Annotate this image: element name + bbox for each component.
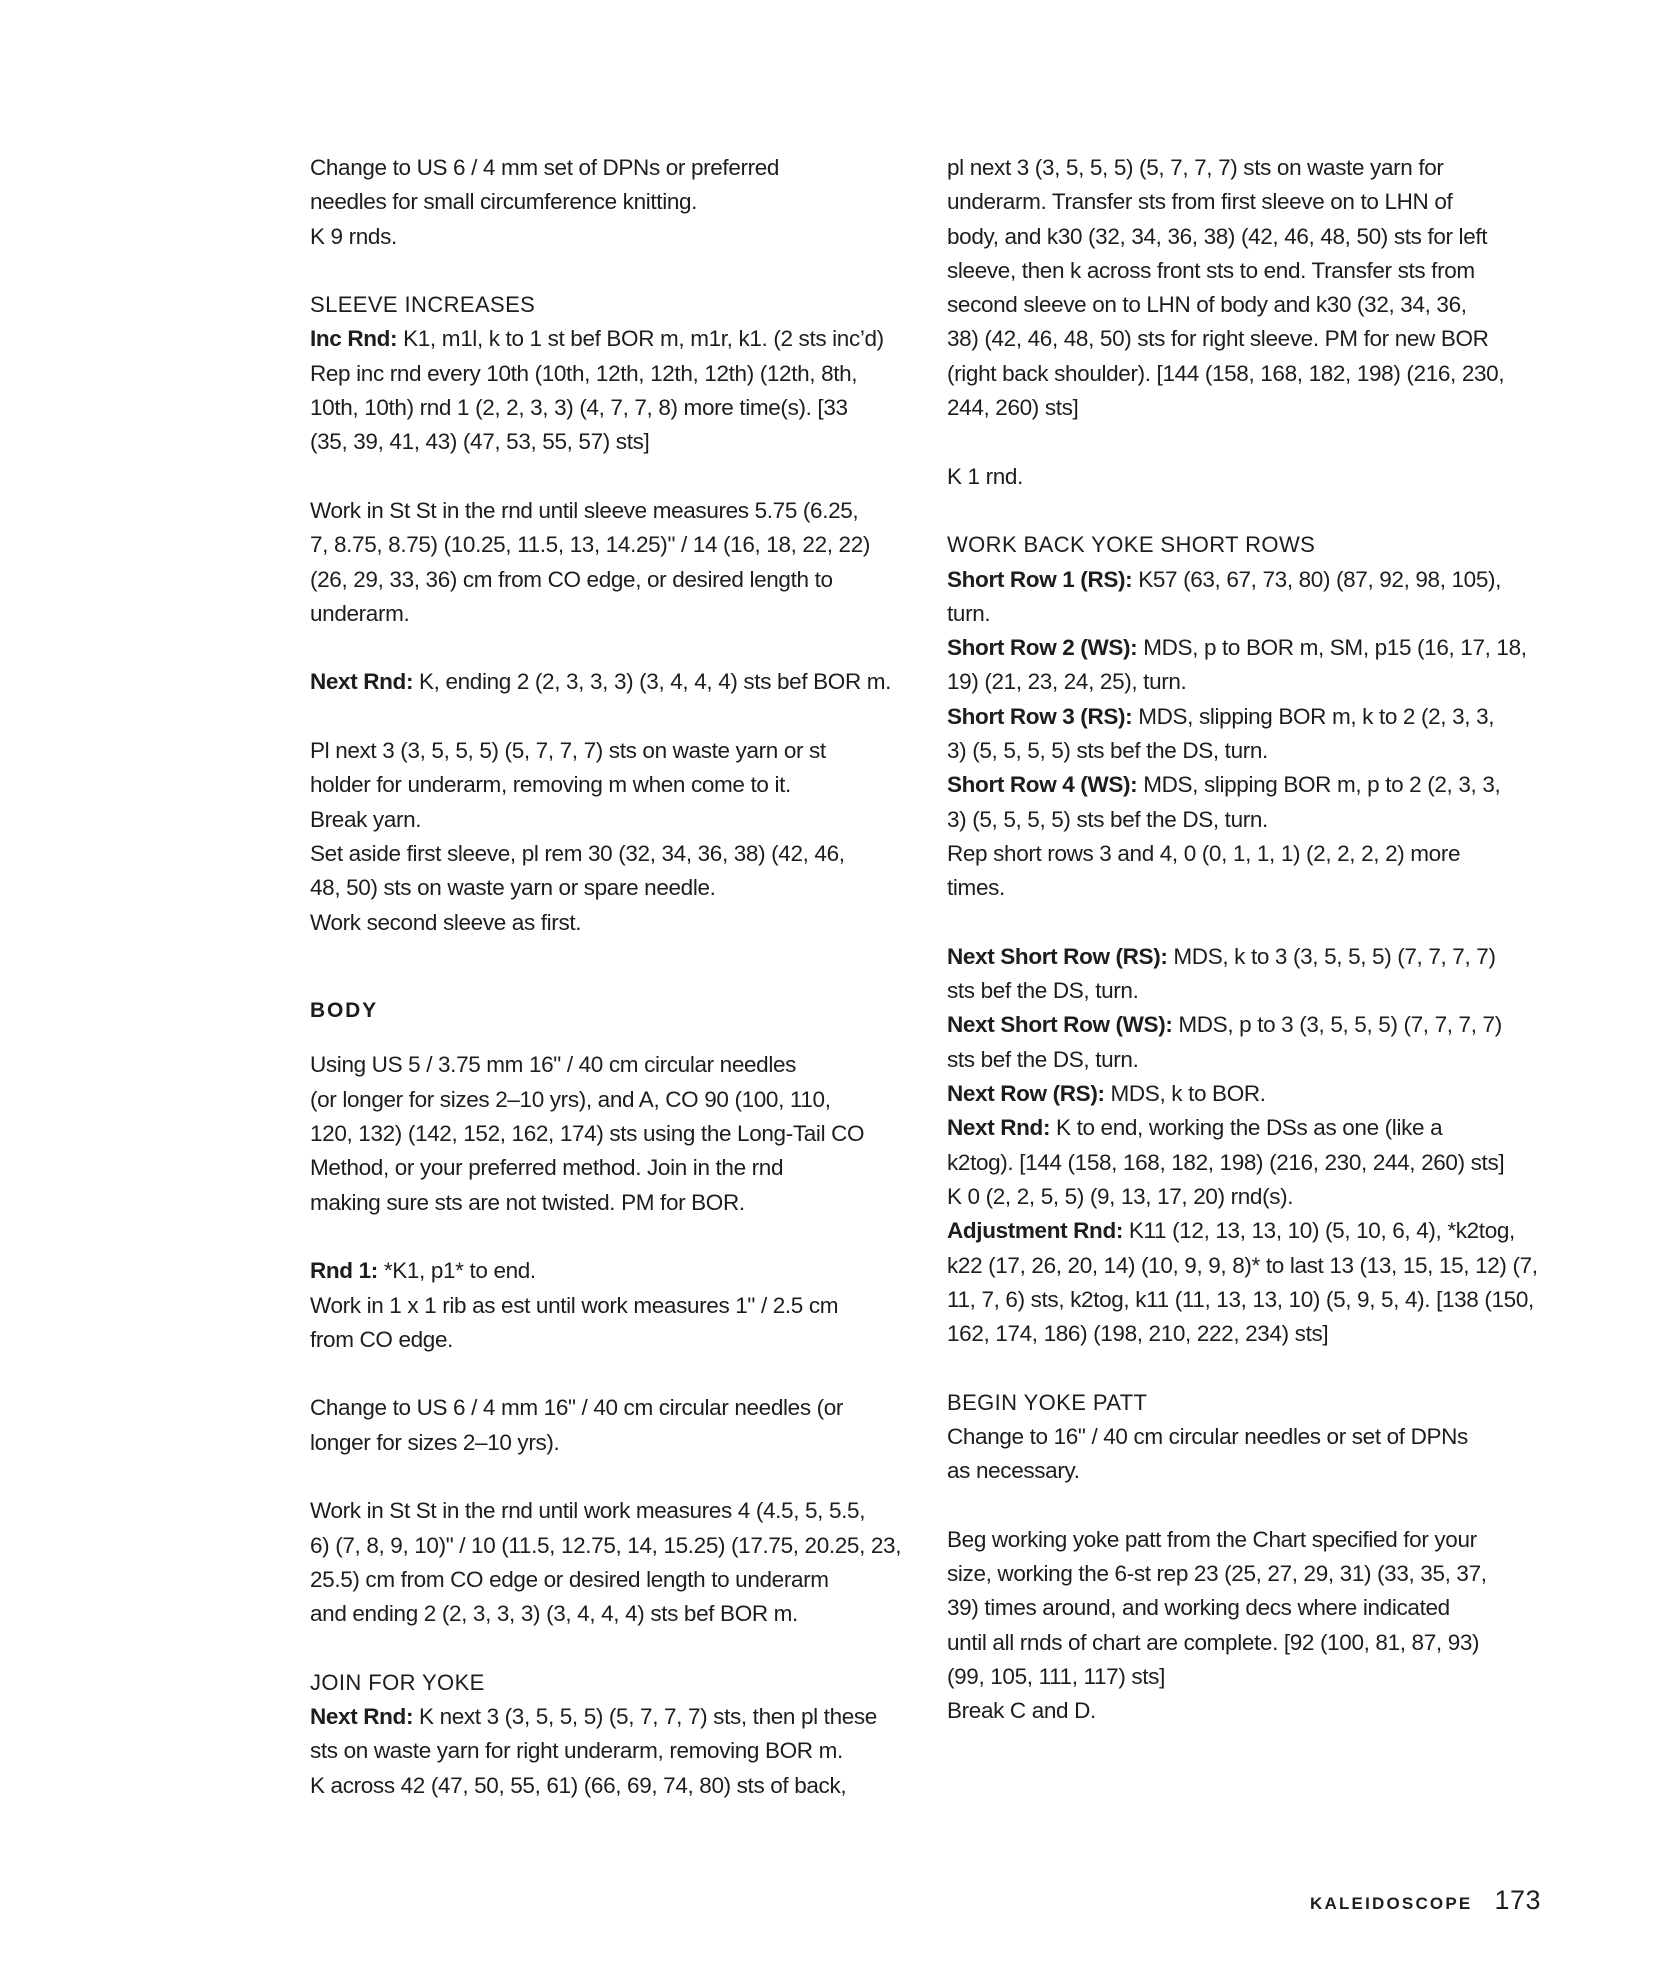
text-line: Rep short rows 3 and 4, 0 (0, 1, 1, 1) (2, 2, 2, 2) more	[947, 840, 1461, 866]
text-line: Method, or your preferred method. Join in the rnd	[310, 1155, 784, 1181]
text-line: Using US 5 / 3.75 mm 16" / 40 cm circular needles	[310, 1052, 797, 1078]
k1-rnd-text: K 1 rnd.	[947, 463, 1023, 489]
text-line: sts on waste yarn for right underarm, removing BOR m.	[310, 1738, 843, 1764]
begin-yoke-patt-heading: BEGIN YOKE PATT	[947, 1389, 1148, 1415]
next-rnd-text: K, ending 2 (2, 3, 3, 3) (3, 4, 4, 4) sts bef BOR m.	[419, 669, 892, 695]
change-needles-paragraph	[310, 1391, 920, 1460]
body-length-paragraph	[310, 1494, 920, 1631]
text-line: (right back shoulder). [144 (158, 168, 182, 198) (216, 230,	[947, 360, 1505, 386]
text-line: 162, 174, 186) (198, 210, 222, 234) sts]	[947, 1321, 1329, 1347]
short-row-4-text: MDS, slipping BOR m, p to 2 (2, 3, 3,	[1143, 772, 1501, 798]
text-line: sts bef the DS, turn.	[947, 1046, 1139, 1072]
next-short-row-rs-text: MDS, k to 3 (3, 5, 5, 5) (7, 7, 7, 7)	[1173, 943, 1496, 969]
text-line: second sleeve on to LHN of body and k30 (32, 34, 36,	[947, 292, 1467, 318]
text-line	[947, 1008, 1547, 1042]
short-row-1-text: K57 (63, 67, 73, 80) (87, 92, 98, 105),	[1138, 566, 1502, 592]
text-line: 120, 132) (142, 152, 162, 174) sts using the Long-Tail CO	[310, 1121, 865, 1147]
text-line: K across 42 (47, 50, 55, 61) (66, 69, 74, 80) sts of back,	[310, 1772, 847, 1798]
text-line: pl next 3 (3, 5, 5, 5) (5, 7, 7, 7) sts on waste yarn for	[947, 155, 1444, 180]
text-line: Break C and D.	[947, 1698, 1096, 1724]
page-footer	[1310, 1885, 1541, 1916]
text-line: 19) (21, 23, 24, 25), turn.	[947, 669, 1187, 695]
short-row-3-text: MDS, slipping BOR m, k to 2 (2, 3, 3,	[1138, 703, 1495, 729]
text-line: K 0 (2, 2, 5, 5) (9, 13, 17, 20) rnd(s).	[947, 1183, 1294, 1209]
text-line: Work in St St in the rnd until work measures 4 (4.5, 5, 5.5,	[310, 1498, 866, 1524]
text-line: needles for small circumference knitting.	[310, 189, 698, 215]
text-line: sts bef the DS, turn.	[947, 978, 1139, 1004]
text-line	[947, 700, 1547, 734]
inc-rnd-paragraph	[310, 322, 920, 459]
next-short-row-ws-text: MDS, p to 3 (3, 5, 5, 5) (7, 7, 7, 7)	[1178, 1012, 1502, 1038]
text-line: Work in 1 x 1 rib as est until work measures 1" / 2.5 cm	[310, 1292, 839, 1318]
adjustment-rnd-label: Adjustment Rnd:	[947, 1218, 1123, 1244]
short-row-1-label: Short Row 1 (RS):	[947, 566, 1133, 592]
text-line: Set aside first sleeve, pl rem 30 (32, 34, 36, 38) (42, 46,	[310, 840, 845, 866]
yoke-needles-paragraph	[947, 1420, 1547, 1489]
text-line: Change to US 6 / 4 mm set of DPNs or preferred	[310, 155, 780, 180]
sleeve-increases-heading: SLEEVE INCREASES	[310, 292, 536, 318]
text-line: body, and k30 (32, 34, 36, 38) (42, 46, 48, 50) sts for left	[947, 223, 1488, 249]
text-line	[947, 1077, 1547, 1111]
text-line: size, working the 6-st rep 23 (25, 27, 29, 31) (33, 35, 37,	[947, 1561, 1487, 1587]
next-row-rs-label: Next Row (RS):	[947, 1081, 1105, 1107]
text-line	[947, 768, 1547, 802]
text-line: 10th, 10th) rnd 1 (2, 2, 3, 3) (4, 7, 7, 8) more time(s). [33	[310, 395, 848, 421]
text-line: Pl next 3 (3, 5, 5, 5) (5, 7, 7, 7) sts on waste yarn or st	[310, 738, 826, 764]
text-line: 38) (42, 46, 48, 50) sts for right sleeve. PM for new BOR	[947, 326, 1489, 352]
text-line	[947, 1111, 1547, 1145]
text-line: Work second sleeve as first.	[310, 909, 582, 935]
left-column	[310, 151, 920, 1803]
text-line: until all rnds of chart are complete. [92 (100, 81, 87, 93)	[947, 1629, 1480, 1655]
text-line: sleeve, then k across front sts to end. Transfer sts from	[947, 257, 1475, 283]
text-line	[947, 1214, 1547, 1248]
next-rnd-text: K next 3 (3, 5, 5, 5) (5, 7, 7, 7) sts, then pl these	[419, 1704, 877, 1730]
next-short-row-rs-label: Next Short Row (RS):	[947, 943, 1168, 969]
text-line: Work in St St in the rnd until sleeve measures 5.75 (6.25,	[310, 497, 859, 523]
text-line: 7, 8.75, 8.75) (10.25, 11.5, 13, 14.25)" / 14 (16, 18, 22, 22)	[310, 532, 871, 558]
text-line: (99, 105, 111, 117) sts]	[947, 1664, 1165, 1690]
body-cast-on-paragraph	[310, 1048, 920, 1219]
text-line: 3) (5, 5, 5, 5) sts bef the DS, turn.	[947, 738, 1268, 764]
next-short-row-ws-label: Next Short Row (WS):	[947, 1012, 1173, 1038]
text-line: longer for sizes 2–10 yrs).	[310, 1429, 560, 1455]
join-for-yoke-heading: JOIN FOR YOKE	[310, 1669, 485, 1695]
rib-paragraph	[310, 1254, 920, 1357]
join-continued-paragraph	[947, 151, 1547, 425]
book-title: KALEIDOSCOPE	[1310, 1894, 1473, 1913]
inc-rnd-label: Inc Rnd:	[310, 326, 398, 352]
inc-rnd-text: K1, m1l, k to 1 st bef BOR m, m1r, k1. (2 sts inc’d)	[403, 326, 884, 352]
text-line: underarm.	[310, 600, 410, 626]
yoke-pattern-paragraph	[947, 1523, 1547, 1729]
text-line: (35, 39, 41, 43) (47, 53, 55, 57) sts]	[310, 429, 650, 455]
text-line: Rep inc rnd every 10th (10th, 12th, 12th, 12th) (12th, 8th,	[310, 360, 858, 386]
sleeve-length-paragraph	[310, 494, 920, 631]
text-line: 11, 7, 6) sts, k2tog, k11 (11, 13, 13, 10) (5, 9, 5, 4). [138 (150,	[947, 1286, 1534, 1312]
short-rows-paragraph	[947, 563, 1547, 906]
short-rows-heading: WORK BACK YOKE SHORT ROWS	[947, 532, 1316, 558]
text-line: from CO edge.	[310, 1326, 454, 1352]
next-rnd-label: Next Rnd:	[947, 1115, 1051, 1141]
text-line: underarm. Transfer sts from first sleeve on to LHN of	[947, 189, 1453, 215]
next-short-rows-paragraph	[947, 940, 1547, 1352]
adjustment-rnd-text: K11 (12, 13, 13, 10) (5, 10, 6, 4), *k2tog,	[1128, 1218, 1515, 1244]
text-line	[947, 563, 1547, 597]
text-line	[310, 1254, 920, 1288]
text-line: times.	[947, 875, 1005, 901]
text-line: 6) (7, 8, 9, 10)" / 10 (11.5, 12.75, 14, 15.25) (17.75, 20.25, 23,	[310, 1532, 902, 1558]
text-line: as necessary.	[947, 1458, 1080, 1484]
text-line: Change to US 6 / 4 mm 16" / 40 cm circular needles (or	[310, 1395, 844, 1421]
text-line: making sure sts are not twisted. PM for BOR.	[310, 1189, 745, 1215]
text-line: 244, 260) sts]	[947, 395, 1079, 421]
text-line: k22 (17, 26, 20, 14) (10, 9, 9, 8)* to last 13 (13, 15, 15, 12) (7,	[947, 1252, 1538, 1278]
text-line	[310, 322, 920, 356]
text-line: and ending 2 (2, 3, 3, 3) (3, 4, 4, 4) sts bef BOR m.	[310, 1601, 798, 1627]
text-line: (or longer for sizes 2–10 yrs), and A, CO 90 (100, 110,	[310, 1086, 831, 1112]
text-line: Break yarn.	[310, 806, 422, 832]
next-row-rs-text: MDS, k to BOR.	[1110, 1081, 1266, 1107]
text-line	[947, 940, 1547, 974]
text-line: 3) (5, 5, 5, 5) sts bef the DS, turn.	[947, 806, 1268, 832]
join-paragraph	[310, 1700, 920, 1803]
text-line: 39) times around, and working decs where indicated	[947, 1595, 1450, 1621]
text-line: turn.	[947, 600, 991, 626]
rnd1-text: *K1, p1* to end.	[383, 1258, 536, 1284]
next-rnd-text: K to end, working the DSs as one (like a	[1056, 1115, 1443, 1141]
text-line: (26, 29, 33, 36) cm from CO edge, or desired length to	[310, 566, 833, 592]
text-line: holder for underarm, removing m when come to it.	[310, 772, 791, 798]
body-heading: BODY	[310, 999, 378, 1023]
short-row-2-label: Short Row 2 (WS):	[947, 635, 1138, 661]
text-line: 25.5) cm from CO edge or desired length to underarm	[310, 1566, 829, 1592]
page-number: 173	[1494, 1885, 1541, 1915]
short-row-4-label: Short Row 4 (WS):	[947, 772, 1138, 798]
dpn-paragraph	[310, 151, 920, 254]
text-line: Beg working yoke patt from the Chart specified for your	[947, 1526, 1477, 1552]
text-line	[310, 1700, 920, 1734]
short-row-3-label: Short Row 3 (RS):	[947, 703, 1133, 729]
text-line: 48, 50) sts on waste yarn or spare needle.	[310, 875, 716, 901]
next-rnd-label: Next Rnd:	[310, 1704, 414, 1730]
text-line: K 9 rnds.	[310, 223, 397, 249]
next-rnd-label: Next Rnd:	[310, 669, 414, 695]
text-line: k2tog). [144 (158, 168, 182, 198) (216, 230, 244, 260) sts]	[947, 1149, 1505, 1175]
text-line: Change to 16" / 40 cm circular needles or set of DPNs	[947, 1423, 1468, 1449]
text-line	[947, 631, 1547, 665]
next-rnd-paragraph	[310, 665, 920, 699]
right-column	[947, 151, 1547, 1729]
short-row-2-text: MDS, p to BOR m, SM, p15 (16, 17, 18,	[1143, 635, 1527, 661]
rnd1-label: Rnd 1:	[310, 1258, 378, 1284]
underarm-paragraph	[310, 734, 920, 940]
